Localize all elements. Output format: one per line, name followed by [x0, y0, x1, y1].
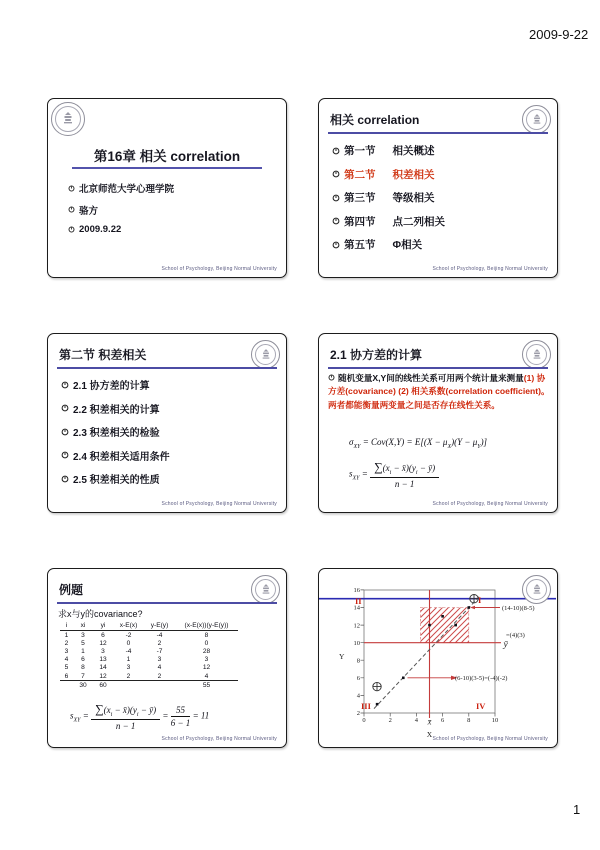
formula-body: )(Y − μ	[451, 437, 478, 447]
bullet-clock-icon	[68, 226, 75, 233]
formula-body: − x̄)(y	[391, 463, 416, 473]
cell: 28	[202, 647, 211, 655]
formula-subscript: i	[136, 711, 139, 718]
cell: 3	[204, 656, 209, 664]
title-underline	[57, 367, 277, 369]
total-cell	[144, 681, 175, 690]
section-number: 第二节	[344, 168, 376, 181]
bullet-clock-icon	[332, 194, 340, 202]
university-seal-logo	[51, 102, 85, 136]
cell: 13	[99, 656, 107, 664]
formula-var: s	[70, 710, 74, 721]
svg-text:2: 2	[388, 717, 392, 724]
title-underline	[328, 367, 548, 369]
list-item	[332, 143, 445, 158]
list-item	[61, 471, 170, 486]
cell: 6	[81, 656, 85, 664]
sample-covariance-formula	[349, 460, 439, 489]
section-title: 等级相关	[392, 192, 435, 204]
cell: 0	[204, 639, 209, 647]
section-title: 相关概述	[392, 145, 435, 157]
scatter-chart	[319, 569, 556, 746]
subsection-label: 2.3 积差相关的检验	[73, 428, 160, 439]
subsection-label: 2.4 积差相关适用条件	[73, 451, 170, 463]
fraction-numerator: 55	[171, 705, 191, 717]
column-header: i	[60, 622, 73, 631]
section-number: 第五节	[344, 239, 376, 251]
list-item	[61, 448, 170, 463]
equals-sign: =	[361, 468, 368, 479]
svg-text:4: 4	[356, 692, 360, 700]
total-cell: 60	[99, 681, 107, 689]
bullet-clock-icon	[61, 451, 69, 459]
slide-footer: School of Psychology, Beijing Normal University	[432, 736, 548, 742]
fraction	[171, 705, 191, 728]
body-paragraph	[328, 372, 551, 412]
covariance-definition-formula	[349, 437, 487, 450]
y-axis-label: Y	[339, 652, 345, 661]
cell: 1	[81, 647, 85, 655]
svg-text:14: 14	[353, 604, 360, 612]
bullet-list	[68, 181, 174, 243]
paragraph-text-red: (1) 协方差(covariance) (2) 相关系数(correlation coefficient)。两者都能衡量两变量之间是否存在线性关系。	[328, 373, 550, 410]
formula-body: − ȳ)	[417, 463, 436, 473]
fraction	[91, 702, 160, 731]
y-tick-labels	[354, 587, 361, 717]
column-header: x-E(x)	[113, 622, 144, 631]
list-item	[61, 424, 170, 439]
table-row	[60, 639, 238, 647]
sigma-sum-symbol: ∑	[374, 460, 383, 474]
quadrant-3-label: III	[361, 701, 371, 711]
bullet-clock-icon	[61, 428, 69, 436]
annotation-mid: =(4)(3)	[506, 632, 525, 639]
cell: 3	[126, 664, 131, 672]
cell: -2	[125, 631, 132, 639]
paragraph-text-black: 随机变量X,Y间的线性关系可用两个统计量来测量	[338, 373, 524, 383]
slide-3-section-outline	[47, 333, 287, 513]
slide-footer: School of Psychology, Beijing Normal University	[161, 501, 277, 507]
mean-x-label: x̄	[427, 716, 432, 727]
fraction-denominator: n − 1	[394, 478, 415, 489]
column-header: xi	[73, 622, 93, 631]
slide-title: 2.1 协方差的计算	[330, 348, 423, 362]
cell: 1	[64, 631, 69, 639]
circled-plus-icon	[373, 682, 381, 690]
university-seal-logo	[522, 340, 551, 369]
column-header: y-E(y)	[144, 622, 175, 631]
formula-subscript: i	[389, 469, 392, 476]
bullet-clock-icon	[332, 170, 340, 178]
svg-text:8: 8	[356, 657, 360, 665]
formula-body: (x	[103, 705, 111, 715]
equals-sign: =	[82, 710, 89, 721]
cell: 4	[175, 672, 238, 681]
cell: 3	[64, 647, 69, 655]
table-totals-row	[60, 681, 238, 690]
formula-body: − ȳ)	[138, 705, 157, 715]
bullet-clock-icon	[332, 217, 340, 225]
cell: 7	[73, 672, 93, 681]
bullet-clock-icon	[68, 185, 75, 192]
pagoda-icon	[532, 114, 542, 126]
bullet-clock-icon	[328, 374, 335, 381]
quadrant-1-label: I	[478, 595, 482, 605]
list-item	[332, 190, 445, 205]
formula-subscript: X	[447, 443, 452, 450]
slide-4-covariance	[318, 333, 558, 513]
cell: 3	[101, 647, 105, 655]
slide-footer: School of Psychology, Beijing Normal University	[161, 266, 277, 272]
slide-title: 相关 correlation	[330, 113, 420, 127]
fraction-numerator	[370, 460, 439, 478]
list-item	[68, 181, 174, 195]
slide-2-outline	[318, 98, 558, 278]
section-number: 第一节	[344, 145, 376, 157]
slide-title: 第16章 相关 correlation	[93, 149, 241, 164]
slide-title: 第二节 积差相关	[59, 348, 147, 362]
cell: 8	[204, 631, 209, 639]
example-question: 求x与y的covariance?	[58, 609, 143, 619]
hatched-region	[421, 608, 469, 643]
mean-y-label: ȳ	[503, 640, 508, 650]
formula-var: σ	[349, 437, 354, 447]
column-header: (x-E(x))(y-E(y))	[175, 622, 238, 631]
cell: 2	[64, 639, 69, 647]
cell: 6	[101, 631, 105, 639]
table-row	[60, 672, 238, 681]
sigma-sum-symbol: ∑	[95, 702, 104, 716]
svg-text:10: 10	[491, 717, 499, 724]
bullet-clock-icon	[61, 475, 69, 483]
cell: 4	[157, 664, 162, 672]
svg-text:2: 2	[356, 710, 360, 718]
cell: -4	[156, 631, 163, 639]
page-number: 1	[573, 802, 581, 817]
pagoda-icon	[261, 584, 271, 596]
section-title: 积差相关	[392, 168, 435, 181]
formula-subscript: XY	[352, 475, 360, 482]
university-seal-logo	[522, 105, 551, 134]
slide-6-scatter-plot	[318, 568, 558, 748]
cell: 1	[126, 656, 131, 664]
cell: 0	[126, 639, 131, 647]
cell: 2	[157, 639, 162, 647]
print-date: 2009-9-22	[529, 27, 589, 42]
circled-plus-icon	[470, 595, 478, 603]
formula-body: − x̄)(y	[112, 705, 137, 715]
formula-subscript: XY	[353, 443, 361, 450]
list-item-label: 2009.9.22	[79, 224, 122, 235]
bullet-clock-icon	[332, 241, 340, 249]
svg-text:12: 12	[353, 622, 360, 630]
cell: 4	[64, 656, 69, 664]
cell: 12	[99, 639, 107, 647]
cell: -7	[156, 647, 163, 655]
section-number: 第三节	[344, 192, 376, 204]
total-cell	[113, 681, 144, 690]
table-row	[60, 647, 238, 655]
formula-subscript: i	[110, 711, 113, 718]
list-item	[332, 214, 445, 229]
list-item-label: 北京师范大学心理学院	[79, 184, 175, 195]
cell: 2	[113, 672, 144, 681]
cell: 8	[81, 664, 85, 672]
svg-text:8: 8	[467, 717, 471, 724]
table-row	[60, 631, 238, 640]
annotation-bottom: (6-10)(3-5)=(-4)(-2)	[455, 675, 508, 682]
pagoda-icon	[532, 349, 542, 361]
annotation-top: (14-10)(8-5)	[502, 605, 535, 612]
cell: 5	[64, 664, 69, 672]
seal-inner-ring	[255, 344, 276, 365]
list-item-highlighted	[332, 167, 445, 182]
svg-text:10: 10	[353, 639, 360, 647]
cell: 5	[81, 639, 85, 647]
slide-footer: School of Psychology, Beijing Normal University	[432, 266, 548, 272]
svg-text:6: 6	[356, 675, 360, 682]
university-seal-logo	[522, 575, 551, 604]
list-item	[68, 224, 174, 235]
list-item	[332, 237, 445, 252]
seal-inner-ring	[526, 109, 547, 130]
subsection-list	[61, 377, 170, 495]
section-title: 点二列相关	[392, 215, 445, 228]
bullet-clock-icon	[61, 381, 69, 389]
fraction	[370, 460, 439, 489]
column-header: yi	[93, 622, 113, 631]
covariance-result-formula	[70, 702, 209, 731]
cell: 12	[202, 664, 211, 672]
table-row	[60, 664, 238, 672]
university-seal-logo	[251, 575, 280, 604]
svg-text:4: 4	[414, 717, 419, 724]
list-item	[61, 401, 170, 416]
total-cell	[60, 681, 73, 690]
bullet-clock-icon	[332, 147, 340, 155]
bullet-clock-icon	[61, 404, 69, 412]
cell: 2	[144, 672, 175, 681]
fraction-denominator: n − 1	[115, 720, 136, 731]
formula-subscript: Y	[477, 443, 481, 450]
svg-text:16: 16	[353, 587, 360, 595]
covariance-data-table	[60, 622, 238, 689]
slide-footer: School of Psychology, Beijing Normal University	[432, 501, 548, 507]
fraction-denominator: 6 − 1	[170, 717, 191, 728]
formula-body: = Cov(X,Y) = E[(X − μ	[362, 437, 448, 447]
cell: 6	[60, 672, 73, 681]
total-cell: 30	[79, 681, 87, 689]
slide-title: 例题	[59, 583, 84, 597]
table-row	[60, 656, 238, 664]
cell: 3	[157, 656, 162, 664]
pagoda-icon	[532, 584, 542, 596]
slide-5-example	[47, 568, 287, 748]
pagoda-icon	[62, 112, 74, 126]
arrow-head	[470, 606, 475, 610]
formula-body: )]	[480, 437, 488, 447]
subsection-label: 2.5 积差相关的性质	[73, 475, 160, 486]
table-header-row	[60, 622, 238, 631]
university-seal-logo	[251, 340, 280, 369]
slide-footer: School of Psychology, Beijing Normal University	[161, 736, 277, 742]
quadrant-4-label: IV	[476, 701, 486, 711]
total-cell: 55	[202, 681, 211, 689]
list-item	[68, 203, 174, 217]
cell: -4	[125, 647, 132, 655]
list-item	[61, 377, 170, 392]
formula-var: s	[349, 468, 353, 479]
list-item-label: 骆方	[79, 205, 99, 217]
pagoda-icon	[261, 349, 271, 361]
title-underline	[57, 602, 277, 604]
fraction-numerator	[91, 702, 160, 720]
seal-inner-ring	[526, 344, 547, 365]
subsection-label: 2.2 积差相关的计算	[73, 404, 160, 416]
title-underline	[328, 132, 548, 134]
cell: 12	[93, 672, 113, 681]
subsection-label: 2.1 协方差的计算	[73, 381, 150, 392]
bullet-clock-icon	[68, 206, 75, 213]
seal-inner-ring	[526, 579, 547, 600]
cell: 14	[99, 664, 107, 672]
section-list	[332, 143, 445, 261]
formula-body: (x	[382, 463, 390, 473]
title-underline	[72, 167, 262, 169]
formula-subscript: i	[415, 469, 418, 476]
svg-text:0: 0	[362, 717, 366, 724]
equals-sign: =	[162, 710, 169, 721]
section-title: Φ相关	[392, 239, 423, 251]
section-number: 第四节	[344, 215, 376, 228]
formula-subscript: XY	[73, 717, 81, 724]
slide-1-title-slide	[47, 98, 287, 278]
formula-result: = 11	[192, 710, 210, 721]
svg-text:6: 6	[440, 717, 445, 724]
seal-inner-ring	[55, 106, 81, 132]
x-axis-label: X	[426, 730, 433, 739]
cell: 3	[81, 631, 85, 639]
seal-inner-ring	[255, 579, 276, 600]
quadrant-2-label: II	[355, 596, 362, 606]
